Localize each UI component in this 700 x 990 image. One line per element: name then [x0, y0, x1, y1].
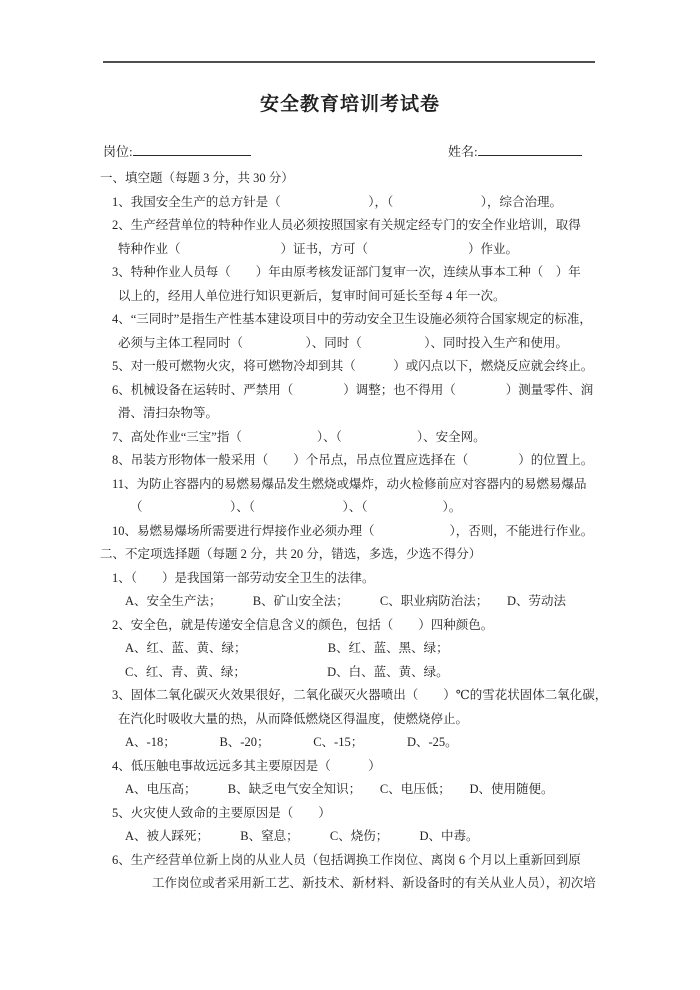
s2-q2-options-cd: C、红、青、黄、绿； D、白、蓝、黄、绿。	[125, 664, 449, 679]
s2-q1: 1、（ ）是我国第一部劳动安全卫生的法律。	[112, 570, 375, 585]
s1-q6-line2: 滑、清扫杂物等。	[118, 406, 219, 420]
s2-q3-options: A、-18； B、-20； C、-15； D、-25。	[125, 735, 458, 749]
s2-q6-line2: 工作岗位或者采用新工艺、新技术、新材料、新设备时的有关从业人员），初次培	[152, 876, 596, 890]
s1-q6-line1: 6、机械设备在运转时、严禁用（ ）调整；也不得用（ ）测量零件、润	[112, 382, 594, 397]
s2-q2-options-ab: A、红、蓝、黄、绿； B、红、蓝、黑、绿；	[125, 641, 449, 655]
name-blank	[478, 142, 582, 156]
s1-q7: 7、高处作业“三宝”指（ ）、（ ）、安全网。	[112, 429, 486, 444]
header-rule	[103, 61, 595, 63]
section1-heading: 一、填空题（每题 3 分，共 30 分）	[100, 171, 294, 185]
name-label: 姓名:	[448, 144, 478, 159]
s1-q3-line1: 3、特种作业人员每（ ）年由原考核发证部门复审一次，连续从事本工种（ ）年	[112, 265, 581, 279]
s1-q2-line2: 特种作业（ ）证书，方可（ ）作业。	[118, 241, 519, 256]
s1-q11-line1: 11、为防止容器内的易燃易爆品发生燃烧或爆炸，动火检修前应对容器内的易燃易爆品	[112, 476, 587, 491]
s1-q4-line2: 必须与主体工程同时（ ）、同时（ ）、同时投入生产和使用。	[118, 335, 569, 350]
position-blank	[133, 142, 251, 156]
position-label: 岗位:	[103, 144, 133, 159]
s1-q4-line1: 4、“三同时”是指生产性基本建设项目中的劳动安全卫生设施必须符合国家规定的标准，	[112, 312, 592, 326]
header-fields	[103, 141, 595, 161]
page-title: 安全教育培训考试卷	[259, 94, 440, 115]
s2-q4: 4、低压触电事故远远多其主要原因是（ ）	[112, 758, 381, 773]
s2-q3-line2: 在汽化时吸收大量的热，从而降低燃烧区得温度，使燃烧停止。	[118, 711, 469, 726]
s1-q2-line1: 2、生产经营单位的特种作业人员必须按照国家有关规定经专门的安全作业培训，取得	[112, 218, 581, 232]
s2-q5-options: A、被人踩死； B、窒息； C、烧伤； D、中毒。	[125, 829, 479, 843]
s2-q2: 2、安全色，就是传递安全信息含义的颜色，包括（ ）四种颜色。	[112, 617, 494, 632]
s1-q3-line2: 以上的，经用人单位进行知识更新后，复审时间可延长至每 4 年一次。	[118, 288, 506, 303]
s2-q5: 5、火灾使人致命的主要原因是（ ）	[112, 805, 331, 820]
s2-q6-line1: 6、生产经营单位新上岗的从业人员（包括调换工作岗位、离岗 6 个月以上重新回到原	[112, 852, 581, 867]
name-field	[448, 141, 582, 160]
s2-q4-options: A、电压高； B、缺乏电气安全知识； C、电压低； D、使用随便。	[125, 782, 554, 796]
section2-heading: 二、不定项选择题（每题 2 分，共 20 分，错选，多选，少选不得分）	[100, 547, 482, 561]
s1-q1: 1、我国安全生产的总方针是（ ），（ ），综合治理。	[112, 194, 563, 209]
s1-q8: 8、吊装方形物体一般采用（ ）个吊点，吊点位置应选择在（ ）的位置上。	[112, 453, 594, 467]
s1-q11-line2: （ ）、（ ）、（ ）。	[130, 500, 462, 514]
exam-body	[100, 167, 670, 896]
s1-q5: 5、对一般可燃物火灾，将可燃物冷却到其（ ）或闪点以下，燃烧反应就会终止。	[112, 359, 594, 373]
position-field	[103, 141, 251, 160]
s1-q10: 10、易燃易爆场所需要进行焊接作业必须办理（ ），否则，不能进行作业。	[112, 523, 594, 538]
s2-q1-options: A、安全生产法； B、矿山安全法； C、职业病防治法； D、劳动法	[125, 594, 566, 608]
s2-q3-line1: 3、固体二氧化碳灭火效果很好，二氧化碳灭火器喷出（ ）℃的雪花状固体二氧化碳，	[112, 688, 608, 702]
